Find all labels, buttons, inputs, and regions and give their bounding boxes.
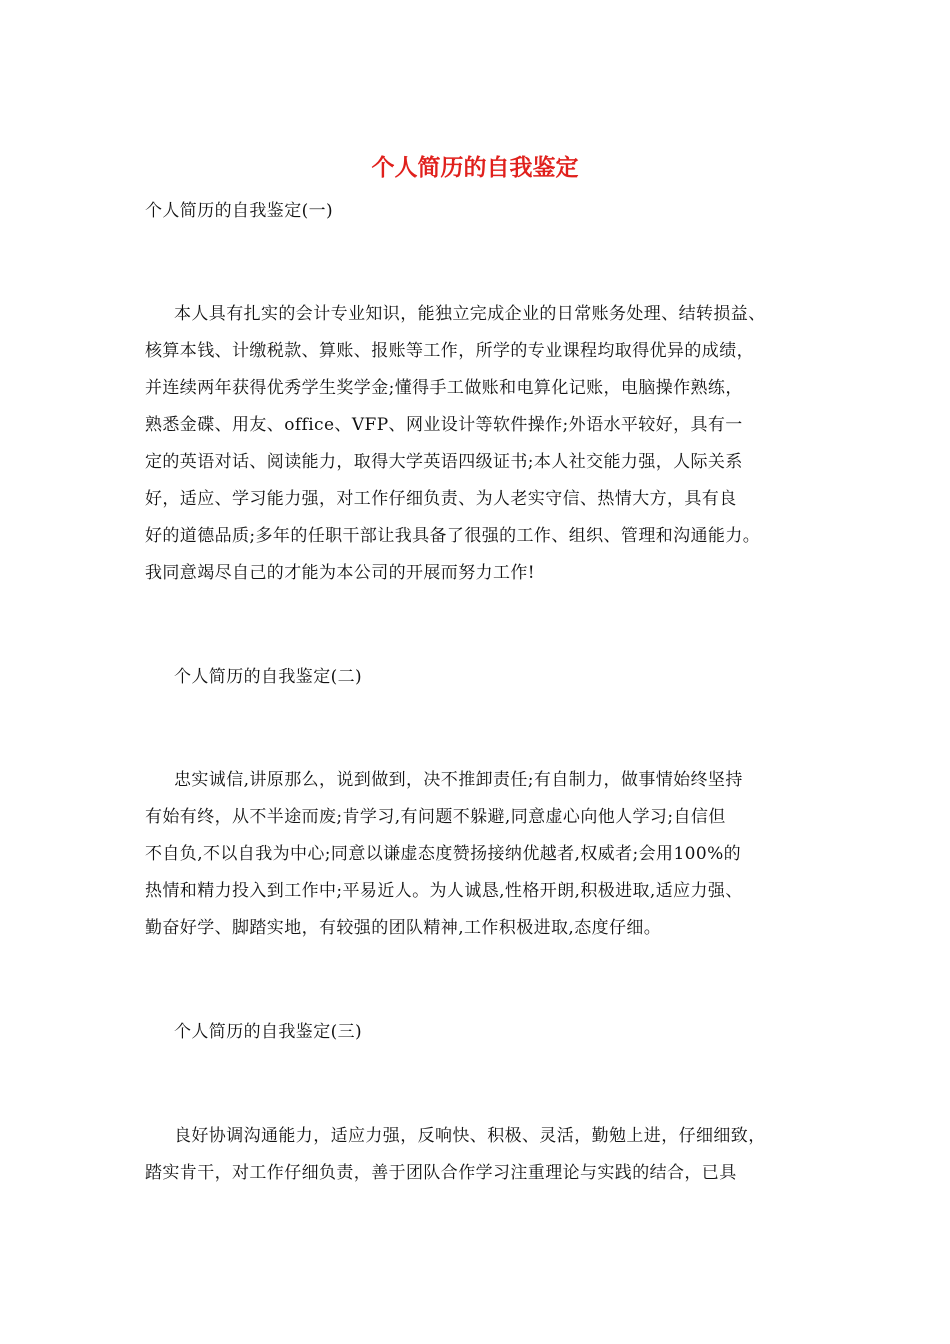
paragraph-line: 热情和精力投入到工作中;平易近人。为人诚恳,性格开朗,积极进取,适应力强、 (145, 881, 743, 901)
paragraph-line: 踏实肯干，对工作仔细负责，善于团队合作学习注重理论与实践的结合，已具 (145, 1163, 737, 1183)
paragraph-line: 忠实诚信,讲原那么，说到做到，决不推卸责任;有自制力，做事情始终坚持 (174, 770, 743, 790)
paragraph-line: 勤奋好学、脚踏实地，有较强的团队精神,工作积极进取,态度仔细。 (145, 918, 662, 938)
section-heading-2: 个人简历的自我鉴定(二) (174, 667, 363, 687)
paragraph-line: 良好协调沟通能力，适应力强，反响快、积极、灵活，勤勉上进，仔细细致， (174, 1126, 766, 1146)
paragraph-line: 并连续两年获得优秀学生奖学金;懂得手工做账和电算化记账，电脑操作熟练， (145, 378, 743, 398)
document-title: 个人简历的自我鉴定 (371, 154, 579, 181)
paragraph-line: 定的英语对话、阅读能力，取得大学英语四级证书;本人社交能力强，人际关系 (145, 452, 743, 472)
paragraph-line: 熟悉金碟、用友、office、VFP、网业设计等软件操作;外语水平较好，具有一 (145, 415, 743, 435)
paragraph-line: 我同意竭尽自己的才能为本公司的开展而努力工作! (145, 563, 536, 583)
paragraph-line: 核算本钱、计缴税款、算账、报账等工作，所学的专业课程均取得优异的成绩， (145, 341, 754, 361)
paragraph-line: 有始有终，从不半途而废;肯学习,有问题不躲避,同意虚心向他人学习;自信但 (145, 807, 726, 827)
section-heading-1: 个人简历的自我鉴定(一) (145, 201, 334, 221)
paragraph-line: 不自负,不以自我为中心;同意以谦虚态度赞扬接纳优越者,权威者;会用100%的 (145, 844, 742, 864)
paragraph-line: 好，适应、学习能力强，对工作仔细负责、为人老实守信、热情大方，具有良 (145, 489, 737, 509)
paragraph-line: 本人具有扎实的会计专业知识，能独立完成企业的日常账务处理、结转损益、 (174, 304, 766, 324)
section-heading-3: 个人简历的自我鉴定(三) (174, 1022, 363, 1042)
paragraph-line: 好的道德品质;多年的任职干部让我具备了很强的工作、组织、管理和沟通能力。 (145, 526, 761, 546)
